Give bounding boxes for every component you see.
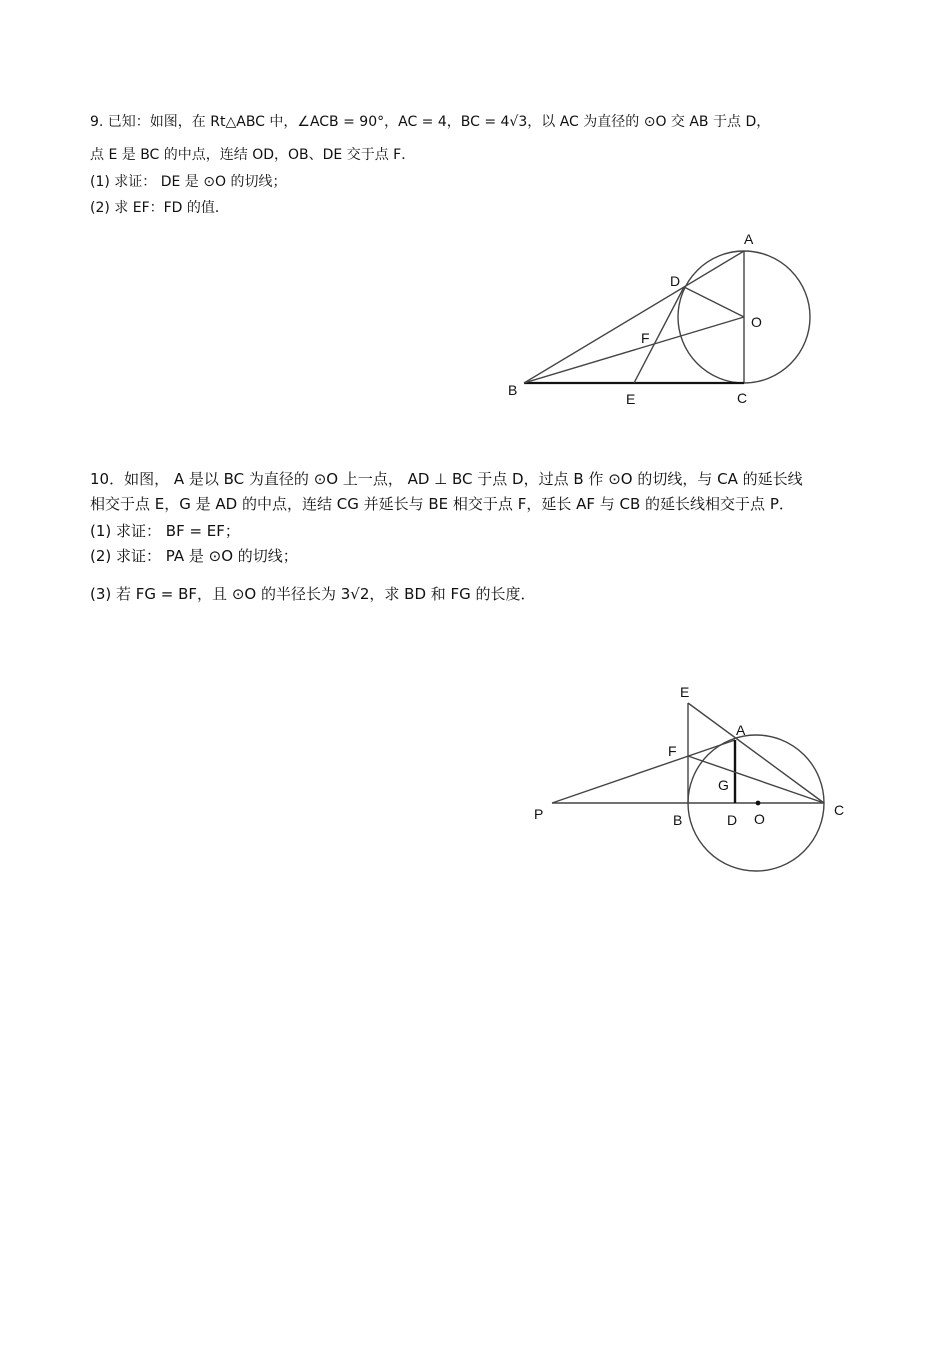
fig9-label-c: C [737, 390, 748, 406]
fig10-label-b: B [673, 812, 683, 828]
problem10-statement-line2: 相交于点 E，G 是 AD 的中点，连结 CG 并延长与 BE 相交于点 F，延长 AF 与 CB 的延长线相交于点 P． [90, 495, 794, 513]
fig9-label-d: D [670, 273, 681, 289]
fig10-label-o: O [754, 811, 765, 827]
fig9-label-a: A [744, 231, 754, 247]
fig9-segment-od [684, 287, 744, 317]
problem9-question1: (1) 求证： DE 是 ⊙O 的切线； [90, 174, 287, 190]
fig10-segment-cf [688, 756, 824, 803]
fig10-segment-pa [552, 740, 735, 803]
fig9-segment-ab [524, 251, 744, 383]
figure-problem10 [552, 703, 824, 871]
fig10-center-dot [756, 801, 761, 806]
fig10-label-f: F [668, 743, 677, 759]
fig10-label-e: E [680, 684, 690, 700]
fig9-label-o: O [751, 314, 762, 330]
problem9-question2: (2) 求 EF：FD 的值． [90, 200, 229, 216]
fig9-label-e: E [626, 391, 636, 407]
problem10-question2: (2) 求证： PA 是 ⊙O 的切线； [90, 547, 298, 565]
fig9-segment-ob [524, 317, 744, 383]
fig10-label-g: G [718, 777, 729, 793]
problem9-statement-line2: 点 E 是 BC 的中点，连结 OD，OB、DE 交于点 F． [90, 147, 416, 163]
fig10-segment-ec [688, 703, 824, 803]
problem10-statement-line1: 10．如图， A 是以 BC 为直径的 ⊙O 上一点， AD ⊥ BC 于点 D，过点 B 作 ⊙O 的切线，与 CA 的延长线 [90, 470, 803, 488]
problem10-question3: (3) 若 FG = BF，且 ⊙O 的半径长为 3√2，求 BD 和 FG 的长度． [90, 585, 536, 603]
fig10-label-c: C [834, 802, 845, 818]
fig9-label-b: B [508, 382, 518, 398]
problem9-statement-line1: 9. 已知：如图，在 Rt△ABC 中，∠ACB = 90°，AC = 4，BC = 4√3，以 AC 为直径的 ⊙O 交 AB 于点 D， [90, 114, 771, 130]
fig9-label-f: F [641, 330, 650, 346]
fig10-label-a: A [736, 722, 746, 738]
figure-problem9 [524, 251, 810, 383]
fig10-label-p: P [534, 806, 544, 822]
fig10-label-d: D [727, 812, 738, 828]
problem10-question1: (1) 求证： BF = EF； [90, 522, 240, 540]
